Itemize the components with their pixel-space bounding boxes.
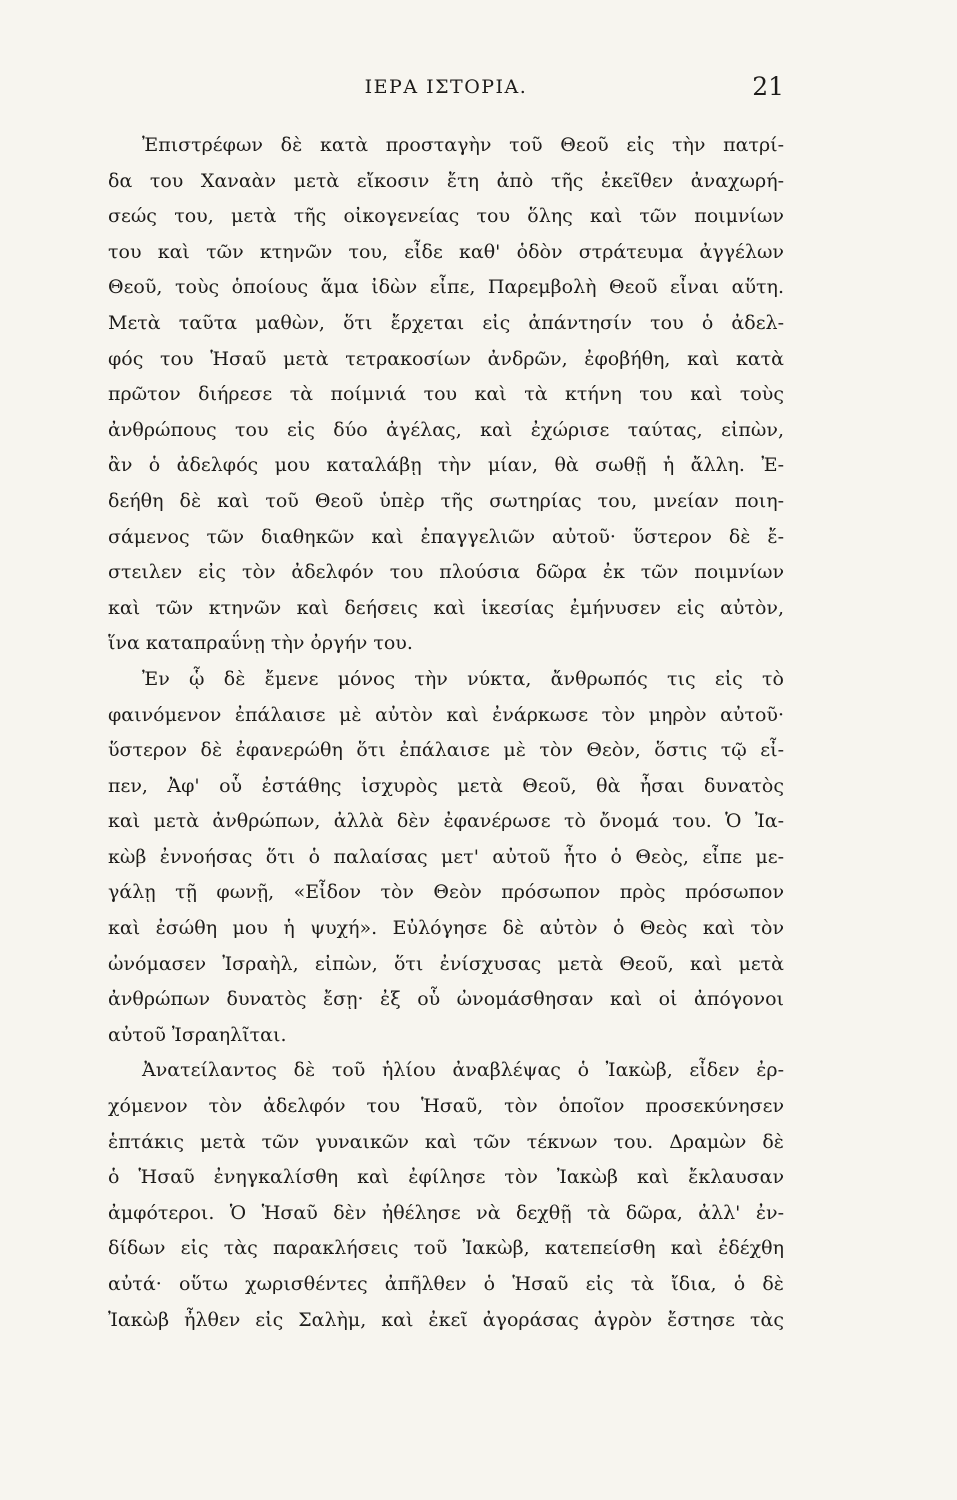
text-line: καὶ ἐσώθη μου ἡ ψυχή». Εὐλόγησε δὲ αὐτὸν ὁ Θεὸς καὶ τὸν bbox=[108, 917, 784, 940]
text-line: δα του Χαναὰν μετὰ εἴκοσιν ἔτη ἀπὸ τῆς ἐκεῖθεν ἀναχωρή- bbox=[108, 169, 784, 192]
text-line: φός του Ἡσαῦ μετὰ τετρακοσίων ἀνδρῶν, ἐφοβήθη, καὶ κατὰ bbox=[108, 347, 784, 370]
text-line: Ἐπιστρέφων δὲ κατὰ προσταγὴν τοῦ Θεοῦ εἰς τὴν πατρί- bbox=[142, 134, 784, 156]
running-head bbox=[108, 72, 784, 106]
text-line: του καὶ τῶν κτηνῶν του, εἶδε καθ' ὁδὸν στράτευμα ἀγγέλων bbox=[108, 240, 784, 263]
text-line: δίδων εἰς τὰς παρακλήσεις τοῦ Ἰακὼβ, κατεπείσθη καὶ ἐδέχθη bbox=[108, 1237, 784, 1260]
text-line: ἑπτάκις μετὰ τῶν γυναικῶν καὶ τῶν τέκνων του. Δραμὼν δὲ bbox=[108, 1130, 784, 1153]
text-line: δεήθη δὲ καὶ τοῦ Θεοῦ ὑπὲρ τῆς σωτηρίας του, μνείαν ποιη- bbox=[108, 489, 784, 512]
text-line: ὠνόμασεν Ἰσραὴλ, εἰπὼν, ὅτι ἐνίσχυσας μετὰ Θεοῦ, καὶ μετὰ bbox=[108, 952, 784, 975]
text-line: σεώς του, μετὰ τῆς οἰκογενείας του ὅλης καὶ τῶν ποιμνίων bbox=[108, 205, 784, 228]
text-line: πρῶτον διήρεσε τὰ ποίμνιά του καὶ τὰ κτήνη του καὶ τοὺς bbox=[108, 383, 784, 406]
text-line: Μετὰ ταῦτα μαθὼν, ὅτι ἔρχεται εἰς ἀπάντησίν του ὁ ἀδελ- bbox=[108, 311, 784, 334]
page-header-title: ΙΕΡΑ ΙΣΤΟΡΙΑ. bbox=[364, 76, 528, 98]
text-line: ἵνα καταπραΰνῃ τὴν ὀργήν του. bbox=[108, 632, 413, 655]
text-line: αὐτά· οὕτω χωρισθέντες ἀπῆλθεν ὁ Ἡσαῦ εἰς τὰ ἴδια, ὁ δὲ bbox=[108, 1273, 784, 1295]
text-line: Θεοῦ, τοὺς ὁποίους ἅμα ἰδὼν εἶπε, Παρεμβολὴ Θεοῦ εἶναι αὕτη. bbox=[108, 276, 784, 299]
text-line: ἀνθρώπων δυνατὸς ἔσῃ· ἐξ οὗ ὠνομάσθησαν καὶ οἱ ἀπόγονοι bbox=[108, 988, 784, 1011]
text-line: ἂν ὁ ἀδελφός μου καταλάβῃ τὴν μίαν, θὰ σωθῇ ἡ ἄλλη. Ἐ- bbox=[108, 454, 784, 477]
text-line: πεν, Ἀφ' οὗ ἐστάθης ἰσχυρὸς μετὰ Θεοῦ, θὰ ἦσαι δυνατὸς bbox=[108, 774, 784, 797]
text-line: χόμενον τὸν ἀδελφόν του Ἡσαῦ, τὸν ὁποῖον προσεκύνησεν bbox=[108, 1095, 784, 1118]
text-line: γάλῃ τῇ φωνῇ, «Εἶδον τὸν Θεὸν πρόσωπον πρὸς πρόσωπον bbox=[108, 881, 784, 904]
text-line: φαινόμενον ἐπάλαισε μὲ αὐτὸν καὶ ἐνάρκωσε τὸν μηρὸν αὐτοῦ· bbox=[108, 703, 784, 726]
text-line: ἀνθρώπους του εἰς δύο ἀγέλας, καὶ ἐχώρισε ταύτας, εἰπὼν, bbox=[108, 418, 784, 441]
text-line: ὕστερον δὲ ἐφανερώθη ὅτι ἐπάλαισε μὲ τὸν Θεὸν, ὅστις τῷ εἶ- bbox=[108, 739, 784, 762]
text-line: καὶ τῶν κτηνῶν καὶ δεήσεις καὶ ἱκεσίας ἐμήνυσεν εἰς αὐτὸν, bbox=[108, 596, 784, 619]
text-line: σάμενος τῶν διαθηκῶν καὶ ἐπαγγελιῶν αὐτοῦ· ὕστερον δὲ ἔ- bbox=[108, 525, 784, 548]
text-line: στειλεν εἰς τὸν ἀδελφόν του πλούσια δῶρα ἐκ τῶν ποιμνίων bbox=[108, 561, 784, 584]
text-line: Ἐν ᾧ δὲ ἔμενε μόνος τὴν νύκτα, ἄνθρωπός τις εἰς τὸ bbox=[142, 667, 784, 690]
body-text bbox=[108, 128, 784, 1338]
page-number: 21 bbox=[752, 72, 784, 101]
text-line: καὶ μετὰ ἀνθρώπων, ἀλλὰ δὲν ἐφανέρωσε τὸ ὄνομά του. Ὁ Ἰα- bbox=[108, 810, 784, 833]
text-line: αὐτοῦ Ἰσραηλῖται. bbox=[108, 1023, 287, 1046]
text-line: ἀμφότεροι. Ὁ Ἡσαῦ δὲν ἠθέλησε νὰ δεχθῇ τὰ δῶρα, ἀλλ' ἐν- bbox=[108, 1201, 784, 1224]
text-line: Ἀνατείλαντος δὲ τοῦ ἡλίου ἀναβλέψας ὁ Ἰακὼβ, εἶδεν ἐρ- bbox=[142, 1059, 784, 1082]
text-line: Ἰακὼβ ἦλθεν εἰς Σαλὴμ, καὶ ἐκεῖ ἀγοράσας ἀγρὸν ἔστησε τὰς bbox=[108, 1308, 784, 1331]
text-line: ὁ Ἡσαῦ ἐνηγκαλίσθη καὶ ἐφίλησε τὸν Ἰακὼβ καὶ ἔκλαυσαν bbox=[108, 1166, 784, 1189]
text-line: κὼβ ἐννοήσας ὅτι ὁ παλαίσας μετ' αὐτοῦ ἦτο ὁ Θεὸς, εἶπε με- bbox=[108, 845, 784, 868]
